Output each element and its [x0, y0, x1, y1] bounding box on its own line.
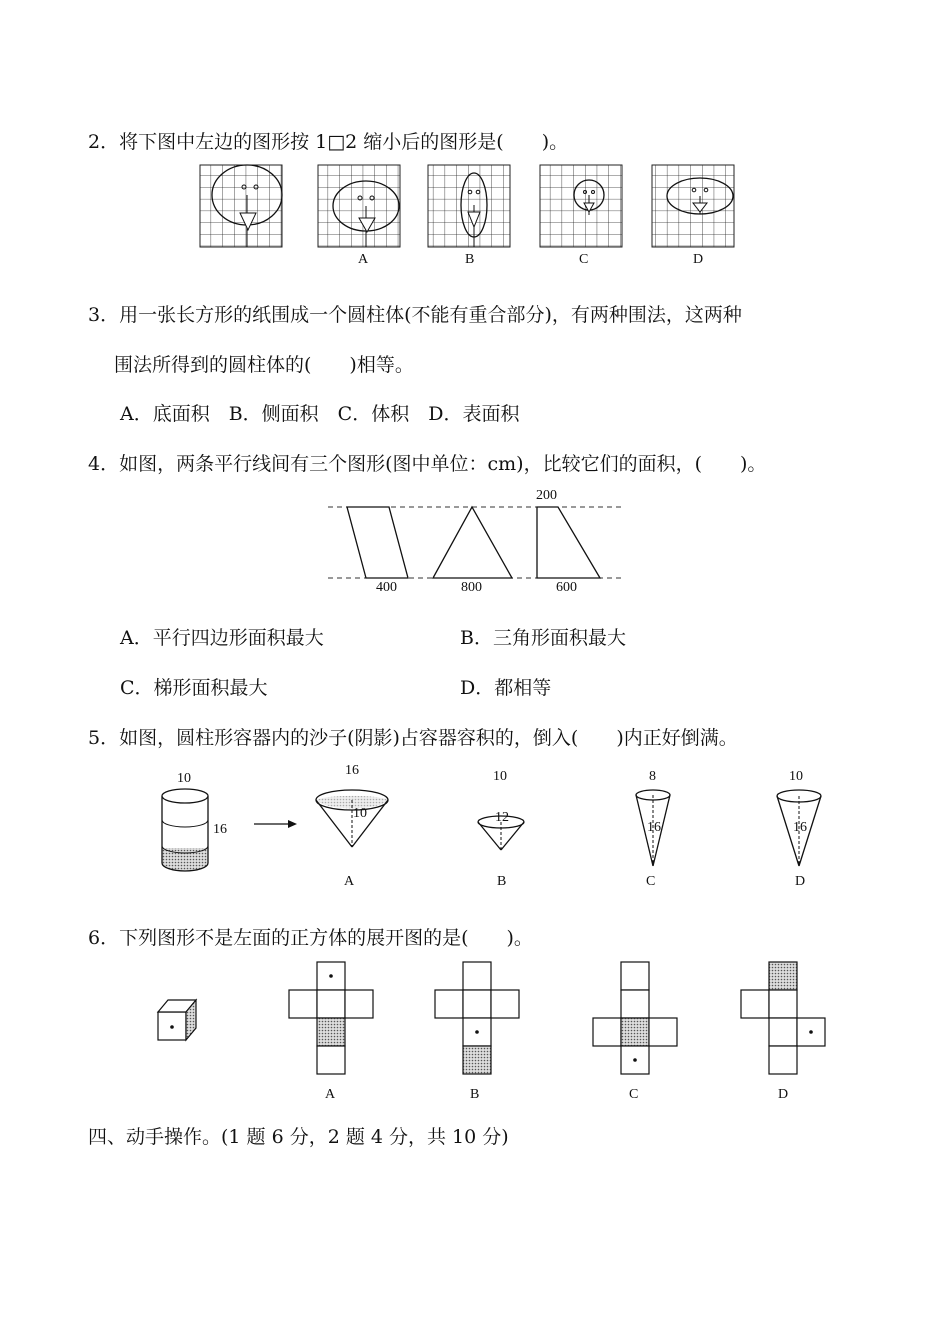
q4-option-d: D．都相等: [460, 677, 552, 699]
q5-cone-b-label: B: [497, 874, 507, 889]
q5-cone-a[interactable]: [316, 790, 388, 847]
q6-net-a[interactable]: [289, 962, 373, 1074]
q4-label-a: 400: [376, 580, 397, 595]
q4-option-b: B．三角形面积最大: [460, 627, 626, 649]
q6-net-b[interactable]: [435, 962, 519, 1074]
q5-cone-a-d: 16: [345, 763, 359, 778]
q5-cone-c-h: 16: [647, 820, 661, 835]
q4-figure: [328, 507, 622, 578]
q6-text: 6．下列图形不是左面的正方体的展开图的是( )。: [88, 927, 533, 949]
section4-heading: 四、动手操作。(1 题 6 分，2 题 4 分，共 10 分): [88, 1126, 509, 1148]
q6-label-d: D: [778, 1087, 789, 1102]
q4-label-top: 200: [536, 488, 557, 503]
q4-label-b: 800: [461, 580, 482, 595]
q5-arrow: [254, 820, 297, 828]
q5-cone-c-d: 8: [649, 769, 656, 784]
q5-text: 5．如图，圆柱形容器内的沙子(阴影)占容器容积的，倒入( )内正好倒满。: [88, 727, 738, 749]
q6-label-b: B: [470, 1087, 480, 1102]
q3-options: A．底面积 B．侧面积 C．体积 D．表面积: [120, 403, 520, 425]
q5-cone-d-d: 10: [789, 769, 803, 784]
q2-label-b: B: [465, 252, 475, 267]
q2-grid-original: [200, 165, 282, 247]
q2-text: 2．将下图中左边的图形按 1□2 缩小后的图形是( )。: [88, 131, 569, 153]
q5-cyl-h: 16: [213, 822, 227, 837]
q4-label-c: 600: [556, 580, 577, 595]
q2-label-a: A: [358, 252, 369, 267]
q6-cube: [158, 1000, 196, 1040]
q2-label-d: D: [693, 252, 704, 267]
q5-cone-d-label: D: [795, 874, 806, 889]
q2-grid-b[interactable]: [428, 165, 510, 247]
q6-net-d[interactable]: [741, 962, 825, 1074]
q6-label-a: A: [325, 1087, 336, 1102]
q2-grid-c[interactable]: [540, 165, 622, 247]
q5-cone-d-h: 16: [793, 820, 807, 835]
q5-cone-a-label: A: [344, 874, 355, 889]
q2-label-c: C: [579, 252, 589, 267]
q5-cone-c-label: C: [646, 874, 656, 889]
q5-cone-b-h: 12: [495, 810, 509, 825]
q5-cyl-d: 10: [177, 771, 191, 786]
q4-triangle: [433, 507, 512, 578]
q4-text: 4．如图，两条平行线间有三个图形(图中单位：cm)，比较它们的面积，( )。: [88, 453, 767, 475]
q3-line1: 3．用一张长方形的纸围成一个圆柱体(不能有重合部分)，有两种围法，这两种: [88, 304, 742, 326]
q5-cone-b-d: 10: [493, 769, 507, 784]
q4-option-a: A．平行四边形面积最大: [120, 627, 324, 649]
q6-label-c: C: [629, 1087, 639, 1102]
q2-grid-d[interactable]: [652, 165, 734, 247]
q2-grid-a[interactable]: [318, 165, 400, 247]
q4-option-c: C．梯形面积最大: [120, 677, 268, 699]
q4-parallelogram: [347, 507, 408, 578]
q6-net-c[interactable]: [593, 962, 677, 1074]
q5-cone-a-h: 10: [353, 806, 367, 821]
q5-cylinder: [162, 789, 208, 871]
q3-line2: 围法所得到的圆柱体的( )相等。: [114, 354, 414, 376]
q4-trapezoid: [537, 507, 600, 578]
